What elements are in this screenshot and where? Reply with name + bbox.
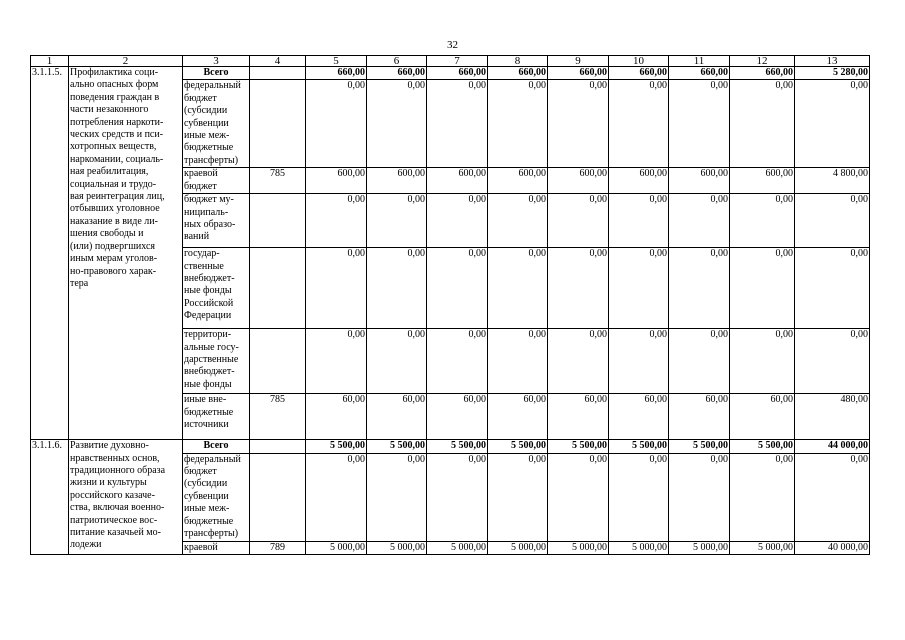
year-value: 0,00 [609,329,669,394]
year-value: 0,00 [730,248,795,329]
year-value: 660,00 [730,67,795,80]
year-value: 5 000,00 [488,541,548,554]
year-value: 0,00 [367,248,427,329]
year-value: 0,00 [427,453,488,541]
year-value: 60,00 [367,394,427,440]
row-total-value: 0,00 [795,248,870,329]
year-value: 5 500,00 [427,440,488,453]
year-value: 600,00 [609,168,669,194]
funding-source: федеральный бюджет (субсидии субвенции иные меж- бюджетные трансферты) [183,453,250,541]
year-value: 0,00 [306,329,367,394]
year-value: 600,00 [548,168,609,194]
year-value: 660,00 [427,67,488,80]
year-value: 600,00 [427,168,488,194]
column-header: 12 [730,56,795,67]
budget-code [250,194,306,248]
total-row [31,440,870,453]
year-value: 600,00 [306,168,367,194]
year-value: 5 500,00 [548,440,609,453]
year-value: 0,00 [669,453,730,541]
year-value: 0,00 [488,194,548,248]
year-value: 60,00 [730,394,795,440]
year-value: 0,00 [306,453,367,541]
funding-source: краевой [183,541,250,554]
column-header: 5 [306,56,367,67]
year-value: 600,00 [730,168,795,194]
year-value: 0,00 [367,194,427,248]
year-value: 5 500,00 [730,440,795,453]
year-value: 660,00 [306,67,367,80]
year-value: 5 500,00 [488,440,548,453]
budget-code [250,329,306,394]
year-value: 0,00 [730,80,795,168]
year-value: 60,00 [548,394,609,440]
budget-code: 789 [250,541,306,554]
column-header-row [31,56,870,67]
year-value: 0,00 [669,194,730,248]
year-value: 60,00 [669,394,730,440]
year-value: 0,00 [427,329,488,394]
column-header: 11 [669,56,730,67]
year-value: 0,00 [427,80,488,168]
year-value: 5 000,00 [306,541,367,554]
funding-source: федеральный бюджет (субсидии субвенции иные меж- бюджетные трансферты) [183,80,250,168]
year-value: 660,00 [488,67,548,80]
year-value: 600,00 [488,168,548,194]
funding-source: Всего [183,67,250,80]
year-value: 0,00 [609,453,669,541]
year-value: 0,00 [609,248,669,329]
column-header: 1 [31,56,69,67]
budget-code: 785 [250,394,306,440]
year-value: 660,00 [548,67,609,80]
year-value: 5 000,00 [427,541,488,554]
year-value: 0,00 [488,80,548,168]
row-total-value: 40 000,00 [795,541,870,554]
column-header: 10 [609,56,669,67]
year-value: 5 000,00 [669,541,730,554]
year-value: 0,00 [609,80,669,168]
year-value: 0,00 [669,329,730,394]
year-value: 0,00 [427,248,488,329]
row-total-value: 480,00 [795,394,870,440]
row-total-value: 0,00 [795,329,870,394]
column-header: 4 [250,56,306,67]
column-header: 13 [795,56,870,67]
year-value: 60,00 [306,394,367,440]
budget-code [250,80,306,168]
year-value: 660,00 [669,67,730,80]
year-value: 0,00 [548,329,609,394]
column-header: 7 [427,56,488,67]
year-value: 5 000,00 [548,541,609,554]
row-total-value: 0,00 [795,194,870,248]
row-total-value: 0,00 [795,453,870,541]
row-total-value: 0,00 [795,80,870,168]
year-value: 0,00 [730,194,795,248]
section-description: Развитие духовно- нравственных основ, традиционного образа жизни и культуры российского казаче- ства, включая военно- патриотическое вос- питание казачьей мо- лодежи [69,440,183,555]
funding-source: Всего [183,440,250,453]
year-value: 5 500,00 [306,440,367,453]
year-value: 0,00 [306,194,367,248]
funding-source: иные вне- бюджетные источники [183,394,250,440]
year-value: 0,00 [730,329,795,394]
budget-code [250,440,306,453]
year-value: 0,00 [367,329,427,394]
column-header: 8 [488,56,548,67]
section-code: 3.1.1.5. [31,67,69,440]
column-header: 2 [69,56,183,67]
year-value: 0,00 [730,453,795,541]
year-value: 0,00 [669,80,730,168]
row-total-value: 44 000,00 [795,440,870,453]
budget-table [30,55,870,555]
year-value: 0,00 [488,248,548,329]
budget-code: 785 [250,168,306,194]
year-value: 0,00 [669,248,730,329]
year-value: 5 500,00 [609,440,669,453]
year-value: 5 500,00 [669,440,730,453]
year-value: 0,00 [367,453,427,541]
year-value: 0,00 [548,194,609,248]
column-header: 9 [548,56,609,67]
funding-source: краевой бюджет [183,168,250,194]
funding-source: государ- ственные внебюджет- ные фонды Российской Федерации [183,248,250,329]
funding-source: бюджет му- ниципаль- ных образо- ваний [183,194,250,248]
year-value: 0,00 [548,453,609,541]
year-value: 5 000,00 [367,541,427,554]
section-description: Профилактика соци- ально опасных форм поведения граждан в части незаконного потребления наркоти- ческих средств и пси- хотропных веществ, наркомании, социаль- ная реабилитация, социальная и трудо- вая реинтеграция лиц, отбывших уголовное наказание в виде ли- шения свободы и (или) подвергшихся иным мерам уголов- но-правового харак- тера [69,67,183,440]
year-value: 600,00 [669,168,730,194]
year-value: 0,00 [548,248,609,329]
column-header: 6 [367,56,427,67]
year-value: 600,00 [367,168,427,194]
year-value: 60,00 [609,394,669,440]
row-total-value: 5 280,00 [795,67,870,80]
year-value: 0,00 [488,453,548,541]
year-value: 0,00 [306,80,367,168]
year-value: 0,00 [609,194,669,248]
year-value: 0,00 [427,194,488,248]
year-value: 660,00 [609,67,669,80]
total-row [31,67,870,80]
year-value: 60,00 [488,394,548,440]
year-value: 5 000,00 [730,541,795,554]
column-header: 3 [183,56,250,67]
page-number: 32 [447,39,458,51]
year-value: 0,00 [488,329,548,394]
year-value: 0,00 [306,248,367,329]
year-value: 0,00 [548,80,609,168]
budget-code [250,453,306,541]
funding-source: территори- альные госу- дарственные внебюджет- ные фонды [183,329,250,394]
section-code: 3.1.1.6. [31,440,69,555]
year-value: 5 500,00 [367,440,427,453]
row-total-value: 4 800,00 [795,168,870,194]
year-value: 660,00 [367,67,427,80]
budget-code [250,67,306,80]
year-value: 0,00 [367,80,427,168]
year-value: 60,00 [427,394,488,440]
year-value: 5 000,00 [609,541,669,554]
budget-code [250,248,306,329]
